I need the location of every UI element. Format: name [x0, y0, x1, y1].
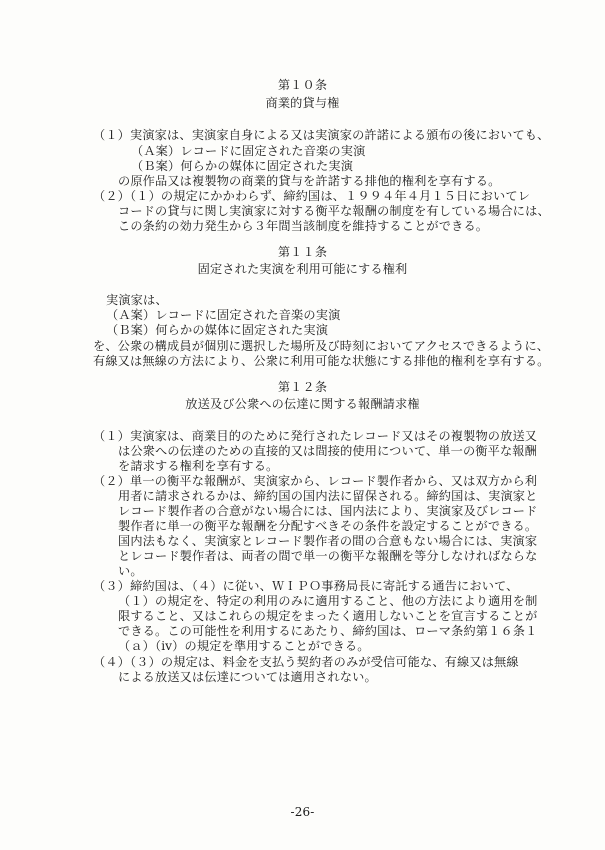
- paragraph-line: を請求する権利を享有する。: [118, 459, 279, 473]
- paragraph-line: 有線又は無線の方法により、公衆に利用可能な状態にする排他的権利を享有する。: [93, 354, 550, 368]
- paragraph-line: 用者に請求されるかは、締約国の国内法に留保される。締約国は、実演家と: [118, 489, 538, 503]
- article-11-title: 固定された実演を利用可能にする権利: [197, 262, 408, 276]
- paragraph-line: この条約の効力発生から３年間当該制度を維持することができる。: [118, 219, 489, 233]
- paragraph-line: 実演家は、: [106, 293, 168, 307]
- article-10-heading: 第１０条: [277, 78, 328, 92]
- paragraph-line: （ａ）（ⅳ）の規定を準用することができる。: [118, 639, 370, 653]
- paragraph-line: 製作者に単一の衡平な報酬を分配すべきその条件を設定することができる。: [118, 519, 538, 533]
- article-10-title: 商業的貸与権: [265, 96, 340, 110]
- paragraph-line: （Ａ案）レコードに固定された音楽の実演: [131, 144, 366, 158]
- paragraph-line: （１）の規定を、特定の利用のみに適用すること、他の方法により適用を制: [118, 594, 538, 608]
- paragraph-line: （１）実演家は、商業目的のために発行されたレコード又はその複製物の放送又: [93, 429, 538, 443]
- paragraph-line: 国内法もなく、実演家とレコード製作者の間の合意もない場合には、実演家: [118, 534, 538, 548]
- paragraph-line: コードの貸与に関し実演家に対する衡平な報酬の制度を有している場合には、: [118, 204, 550, 218]
- page-number: -26-: [290, 805, 315, 819]
- paragraph-line: （Ｂ案）何らかの媒体に固定された実演: [106, 323, 329, 337]
- paragraph-line: （２）単一の衡平な報酬が、実演家から、レコード製作者から、又は双方から利: [93, 474, 538, 488]
- paragraph-line: とレコード製作者は、両者の間で単一の衡平な報酬を等分しなければならな: [118, 549, 538, 563]
- paragraph-line: できる。この可能性を利用するにあたり、締約国は、ローマ条約第１６条１: [118, 624, 538, 638]
- paragraph-line: い。: [118, 564, 143, 578]
- paragraph-line: は公衆への伝達のための直接的又は間接的使用について、単一の衡平な報酬: [118, 444, 537, 458]
- paragraph-line: レコード製作者の合意がない場合には、国内法により、実演家及びレコード: [118, 504, 538, 518]
- paragraph-line: 限すること、又はこれらの規定をまったく適用しないことを宣言することが: [118, 609, 538, 623]
- paragraph-line: を、公衆の構成員が個別に選択した場所及び時刻においてアクセスできるように、: [93, 339, 550, 353]
- article-12-heading: 第１２条: [277, 380, 328, 394]
- paragraph-line: （４）（３）の規定は、料金を支払う契約者のみが受信可能な、有線又は無線: [93, 655, 519, 669]
- paragraph-line: （２）（１）の規定にかかわらず、締約国は、１９９４年４月１５日においてレ: [93, 189, 531, 203]
- article-11-heading: 第１１条: [277, 245, 328, 259]
- paragraph-line: （Ｂ案）何らかの媒体に固定された実演: [131, 159, 354, 173]
- paragraph-line: （１）実演家は、実演家自身による又は実演家の許諾による頒布の後においても、: [93, 128, 550, 142]
- article-12-title: 放送及び公衆への伝達に関する報酬請求権: [185, 397, 420, 411]
- paragraph-line: （３）締約国は、（４）に従い、ＷＩＰＯ事務局長に寄託する通告において、: [93, 579, 519, 593]
- paragraph-line: （Ａ案）レコードに固定された音楽の実演: [106, 308, 341, 322]
- paragraph-line: の原作品又は複製物の商業的貸与を許諾する排他的権利を享有する。: [118, 174, 501, 188]
- paragraph-line: による放送又は伝達については適用されない。: [118, 670, 377, 684]
